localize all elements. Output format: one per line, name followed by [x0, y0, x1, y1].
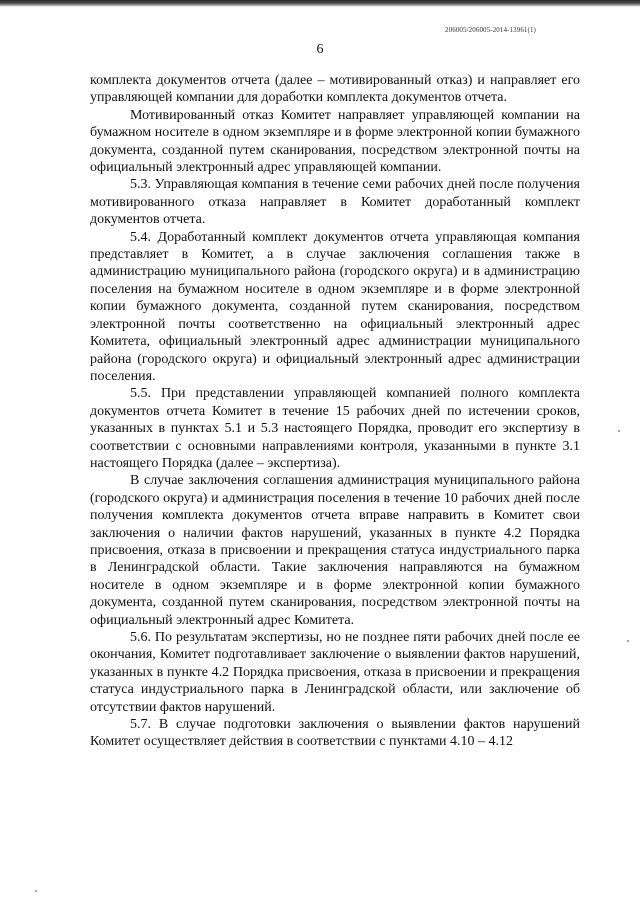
paragraph-agreement-case: В случае заключения соглашения администрация муниципального района (городского округа) и администрация поселения в течение 10 рабочих дней после получения комплекта документов отчета вправе направить в Комитет свои заключения о наличии фактов нарушений, указанных в пункте 4.2 Порядка присвоения, отказа в присвоении и прекращения статуса индустриального парка в Ленинградской области. Такие заключения направляются на бумажном носителе в одном экземпляре и в форме электронной копии бумажного документа, созданной путем сканирования, посредством электронной почты на официальный электронный адрес Комитета. [90, 473, 580, 628]
page-number: 6 [316, 42, 324, 57]
paragraph-5-6: 5.6. По результатам экспертизы, но не позднее пяти рабочих дней после ее окончания, Комитет подготавливает заключение о выявлении фактов нарушений, указанных в пункте 4.2 Порядка присвоения, отказа в присвоении и прекращения статуса индустриального парка в Ленинградской области, или заключение об отсутствии фактов нарушений. [90, 630, 580, 715]
document-id: 206005/206005-2014-13961(1) [445, 26, 536, 34]
scan-top-edge [0, 0, 640, 7]
paragraph-5-4: 5.4. Доработанный комплект документов отчета управляющая компания представляет в Комитет, а в случае заключения соглашения также в администрацию муниципального района (городского округа) и в администрацию поселения на бумажном носителе в одном экземпляре и в форме электронной копии бумажного документа, созданной путем сканирования, посредством электронной почты соответственно на официальный электронный адрес Комитета, официальный электронный адрес администрации муниципального района (городского округа) и официальный электронный адрес администрации поселения. [90, 229, 580, 384]
paragraph-5-7: 5.7. В случае подготовки заключения о выявлении фактов нарушений Комитет осуществляет действия в соответствии с пунктами 4.10 – 4.12 [90, 717, 580, 750]
scan-speck [35, 890, 37, 892]
paragraph-continuation: комплекта документов отчета (далее – мотивированный отказ) и направляет его управляющей компании для доработки комплекта документов отчета. [90, 73, 580, 106]
paragraph-5-3: 5.3. Управляющая компания в течение семи рабочих дней после получения мотивированного отказа направляет в Комитет доработанный комплект документов отчета. [90, 177, 580, 228]
paragraph-motivated-refusal: Мотивированный отказ Комитет направляет управляющей компании на бумажном носителе в одном экземпляре и в форме электронной копии бумажного документа, созданной путем сканирования, посредством электронной почты на официальный электронный адрес управляющей компании. [90, 107, 580, 176]
scan-speck [627, 640, 629, 642]
document-body [90, 72, 580, 751]
paragraph-5-5: 5.5. При представлении управляющей компанией полного комплекта документов отчета Комитет в течение 15 рабочих дней по истечении сроков, указанных в пунктах 5.1 и 5.3 настоящего Порядка, проводит его экспертизу в соответствии с основными направлениями контроля, указанными в пункте 3.1 настоящего Порядка (далее – экспертиза). [90, 386, 580, 471]
scan-speck [618, 430, 620, 432]
